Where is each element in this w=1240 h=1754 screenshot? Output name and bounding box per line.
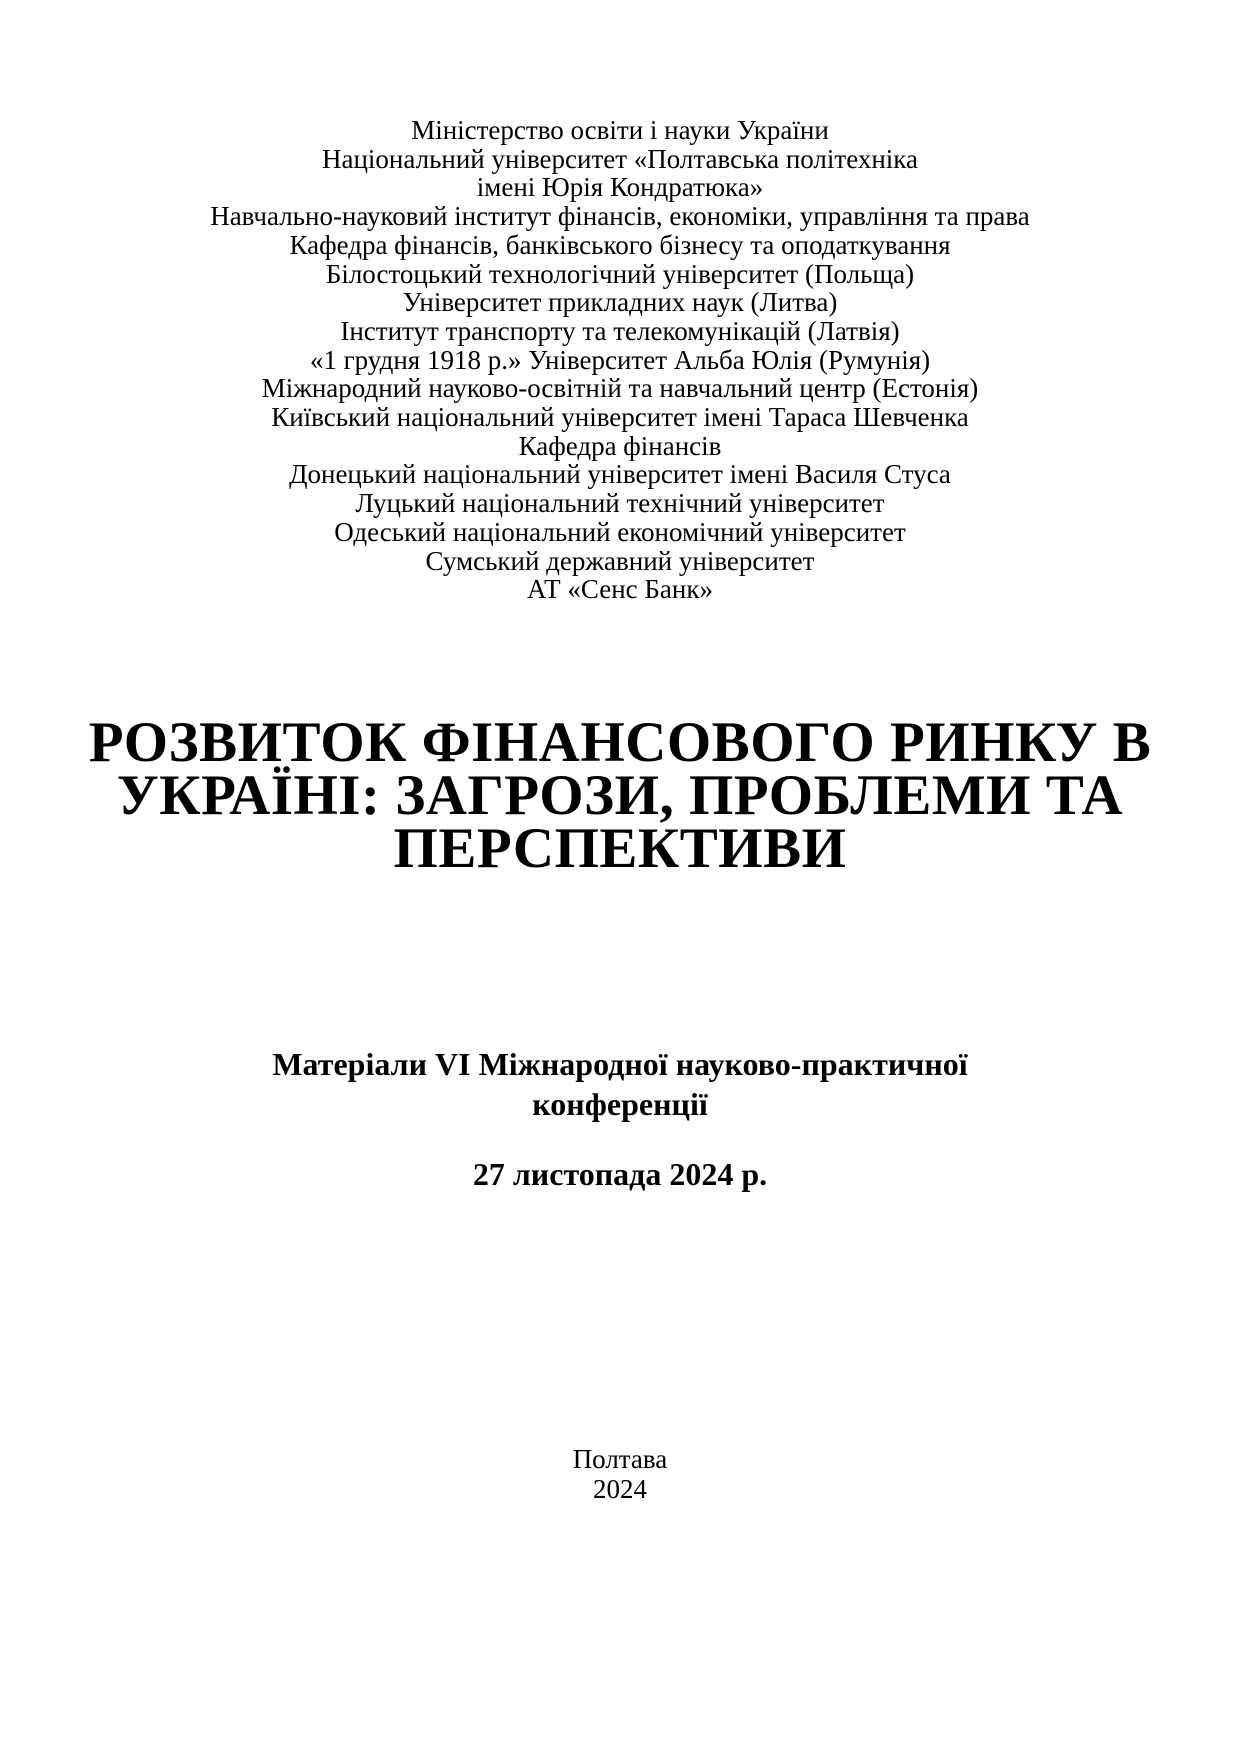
affiliation-line: АТ «Сенс Банк» bbox=[527, 574, 713, 605]
header-affiliations bbox=[0, 116, 1240, 604]
affiliation-line: Інститут транспорту та телекомунікацій (Латвія) bbox=[340, 315, 900, 346]
affiliation-line: Донецький національний університет імені Василя Стуса bbox=[289, 459, 951, 490]
conference-title-line: РОЗВИТОК ФІНАНСОВОГО РИНКУ В bbox=[88, 711, 1152, 774]
affiliation-line: Міжнародний науково-освітній та навчальний центр (Естонія) bbox=[261, 373, 979, 404]
proceedings-subtitle-line: Матеріали VI Міжнародної науково-практичної bbox=[272, 1046, 968, 1082]
conference-title-line: УКРАЇНІ: ЗАГРОЗИ, ПРОБЛЕМИ ТА bbox=[116, 764, 1124, 827]
affiliation-line: Навчально-науковий інститут фінансів, економіки, управління та права bbox=[210, 201, 1030, 232]
affiliation-line: Кафедра фінансів, банківського бізнесу та оподаткування bbox=[289, 229, 951, 260]
affiliation-line: Сумський державний університет bbox=[425, 545, 815, 576]
affiliation-line: Національний університет «Полтавська політехніка bbox=[322, 143, 918, 174]
conference-title-line: ПЕРСПЕКТИВИ bbox=[393, 817, 847, 880]
imprint-city: Полтава bbox=[572, 1444, 668, 1474]
affiliation-line: Луцький національний технічний університет bbox=[355, 488, 885, 519]
conference-title bbox=[0, 711, 1240, 880]
conference-date: 27 листопада 2024 р. bbox=[472, 1156, 768, 1192]
imprint bbox=[0, 1444, 1240, 1504]
proceedings-subtitle-line: конференції bbox=[532, 1086, 708, 1122]
affiliation-line: Кафедра фінансів bbox=[518, 430, 722, 461]
affiliation-line: імені Юрія Кондратюка» bbox=[476, 172, 764, 203]
affiliation-line: Університет прикладних наук (Литва) bbox=[402, 287, 838, 318]
affiliation-line: «1 грудня 1918 р.» Університет Альба Юлія (Румунія) bbox=[309, 344, 931, 375]
imprint-year: 2024 bbox=[593, 1474, 647, 1504]
affiliation-line: Одеський національний економічний університет bbox=[334, 516, 906, 547]
proceedings-subtitle bbox=[0, 1044, 1240, 1124]
affiliation-line: Київський національний університет імені Тараса Шевченка bbox=[271, 402, 969, 433]
affiliation-line: Міністерство освіти і науки України bbox=[411, 115, 829, 145]
affiliation-line: Білостоцький технологічний університет (Польща) bbox=[325, 258, 915, 289]
